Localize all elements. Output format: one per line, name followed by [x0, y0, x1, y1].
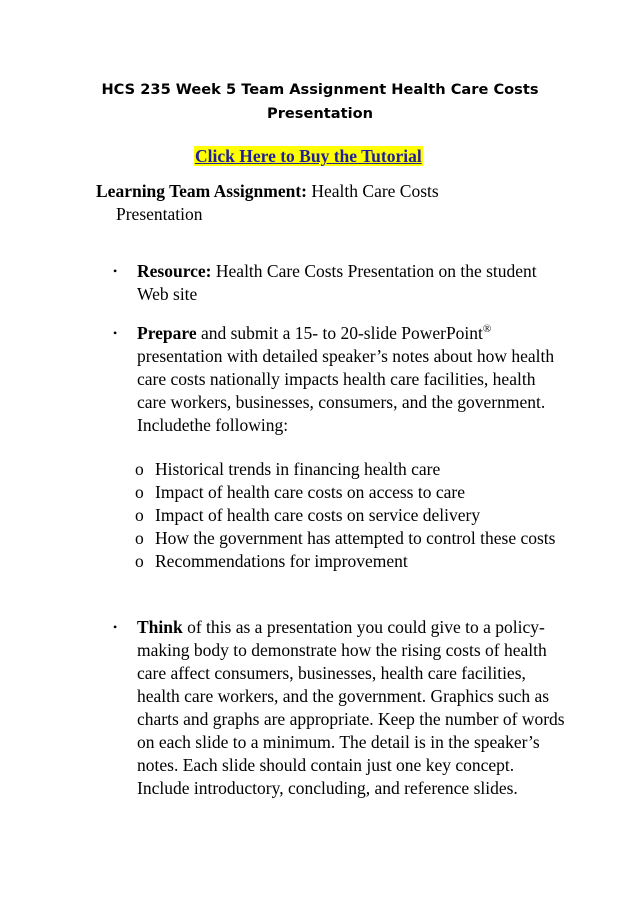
sub-bullet-icon: o	[135, 459, 144, 479]
sub-bullet-icon: o	[135, 551, 144, 571]
sub-item-text: Impact of health care costs on service delivery	[155, 505, 481, 525]
assignment-heading	[96, 180, 526, 226]
sub-bullet-icon: o	[135, 482, 144, 502]
prepare-label: Prepare	[137, 323, 197, 343]
sub-item-text: How the government has attempted to control these costs	[155, 528, 556, 548]
sub-item-list	[96, 458, 576, 573]
think-body: of this as a presentation you could give to a policy-making body to demonstrate how the rising costs of health care affect consumers, businesses, health care facilities, health care workers, and the government. Graphics such as charts and graphs are appropriate. Keep the number of words on each slide to a minimum. The detail is in the speaker’s notes. Each slide should contain just one key concept. Include introductory, concluding, and reference slides.	[137, 617, 565, 798]
resource-bullet	[96, 260, 566, 306]
buy-tutorial-link[interactable]: Click Here to Buy the Tutorial	[195, 146, 422, 166]
bullet-icon: •	[113, 326, 118, 340]
prepare-text	[137, 322, 566, 437]
sub-item-text: Recommendations for improvement	[155, 551, 408, 571]
resource-label: Resource:	[137, 261, 212, 281]
page-title: HCS 235 Week 5 Team Assignment Health Care Costs Presentation	[101, 81, 539, 122]
assignment-name-part1: Health Care Costs	[311, 181, 439, 201]
resource-body: Health Care Costs Presentation on the student Web site	[137, 261, 537, 304]
think-text	[137, 616, 566, 800]
think-bullet	[96, 616, 566, 800]
registered-mark: ®	[482, 323, 492, 336]
list-item	[96, 481, 576, 504]
sub-bullet-icon: o	[135, 505, 144, 525]
bullet-icon: •	[113, 620, 118, 634]
list-item	[96, 458, 576, 481]
prepare-body-1: and submit a 15- to 20-slide PowerPoint	[200, 323, 483, 343]
prepare-body-2: presentation with detailed speaker’s notes about how health care costs nationally impacts health care facilities, health care workers, businesses, consumers, and the government. Includethe following:	[137, 346, 555, 435]
assignment-label: Learning Team Assignment:	[96, 181, 307, 201]
list-item	[96, 527, 576, 550]
sub-item-text: Historical trends in financing health care	[155, 459, 441, 479]
sub-item-text: Impact of health care costs on access to care	[155, 482, 465, 502]
bullet-icon: •	[113, 264, 118, 278]
list-item	[96, 504, 576, 527]
resource-text	[137, 260, 566, 306]
assignment-name-part2: Presentation	[116, 204, 203, 224]
think-label: Think	[137, 617, 183, 637]
prepare-bullet	[96, 322, 566, 437]
sub-bullet-icon: o	[135, 528, 144, 548]
list-item	[96, 550, 576, 573]
